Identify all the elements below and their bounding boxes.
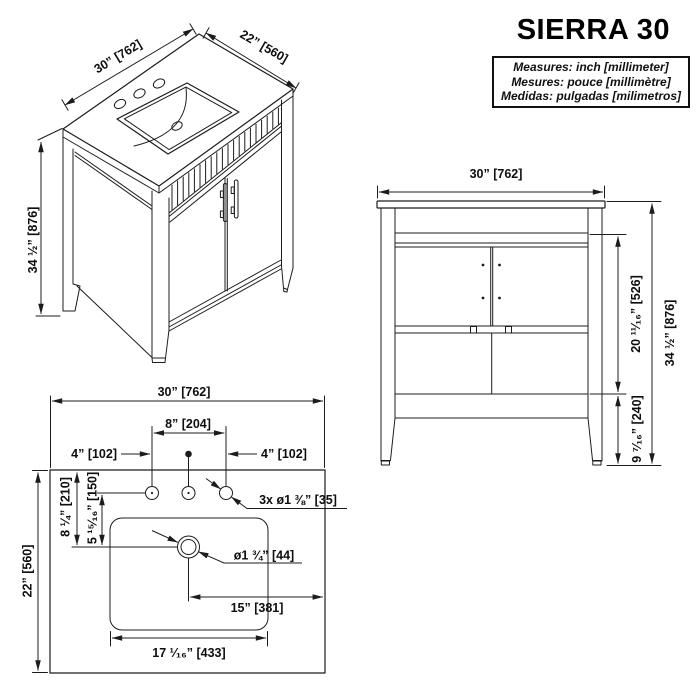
front-right-ext-lines (590, 202, 661, 466)
product-title: SIERRA 30 (516, 14, 670, 46)
front-doors-outline (395, 247, 588, 326)
right-leg (282, 96, 294, 292)
door-handles (220, 180, 238, 222)
persp-width-label: 30” [762] (91, 36, 145, 77)
front-left-foot (381, 461, 389, 465)
plan-width-label: 30” [762] (157, 385, 211, 399)
legend-spanish: Medidas: pulgadas [milimetros] (500, 89, 682, 104)
front-apron-lines (395, 233, 588, 243)
side-bottom-edge (77, 286, 152, 357)
spread-label: 8” [204] (165, 417, 211, 431)
front-right-foot (593, 461, 601, 465)
plan-view (21, 385, 348, 673)
front-lower-panels (395, 333, 588, 418)
holes-to-drain-label: 5 ¹⁵⁄₁₆” [150] (85, 471, 100, 545)
front-corner-leg (152, 191, 169, 363)
faucet-holes-label: 3x ø1 ⅜” [35] (259, 493, 337, 507)
drain-to-edge-label: 15” [381] (230, 601, 284, 615)
front-right-leg (588, 208, 602, 461)
legend-french: Mesures: pouce [millimètre] (511, 74, 671, 89)
plan-depth-ext (33, 471, 48, 673)
front-view (377, 167, 677, 466)
door-hinge-dots (482, 264, 501, 300)
front-mid-rail (395, 326, 588, 333)
front-leg-label: 9 ⁷⁄₁₆” [240] (630, 395, 644, 463)
front-right-handle (506, 327, 512, 334)
basin-width-label: 17 ¹⁄₁₆” [433] (152, 646, 226, 660)
legend-english: Measures: inch [millimeter] (513, 60, 669, 74)
edge-to-drain-label: 8 ¼” [210] (58, 477, 73, 537)
front-left-leg (381, 208, 395, 461)
front-height-label: 34 ½” [876] (663, 299, 677, 367)
center-hole-reference-dot (185, 451, 192, 458)
left-offset-label: 4” [102] (71, 447, 117, 461)
front-width-label: 30” [762] (469, 167, 523, 181)
plan-depth-label: 22” [560] (20, 544, 35, 598)
cabinet-rear-left-leg (63, 137, 80, 311)
drain-label: ø1 ¾” [44] (233, 548, 295, 563)
front-counter-slab (377, 201, 605, 208)
right-offset-label: 4” [102] (261, 447, 307, 461)
persp-height-label: 34 ½” [876] (26, 206, 40, 274)
persp-depth-label: 22” [560] (237, 27, 291, 66)
front-left-handle (471, 327, 477, 334)
front-opening-label: 20 ¹¹⁄₁₆” [526] (629, 275, 643, 353)
perspective-view (26, 24, 299, 363)
